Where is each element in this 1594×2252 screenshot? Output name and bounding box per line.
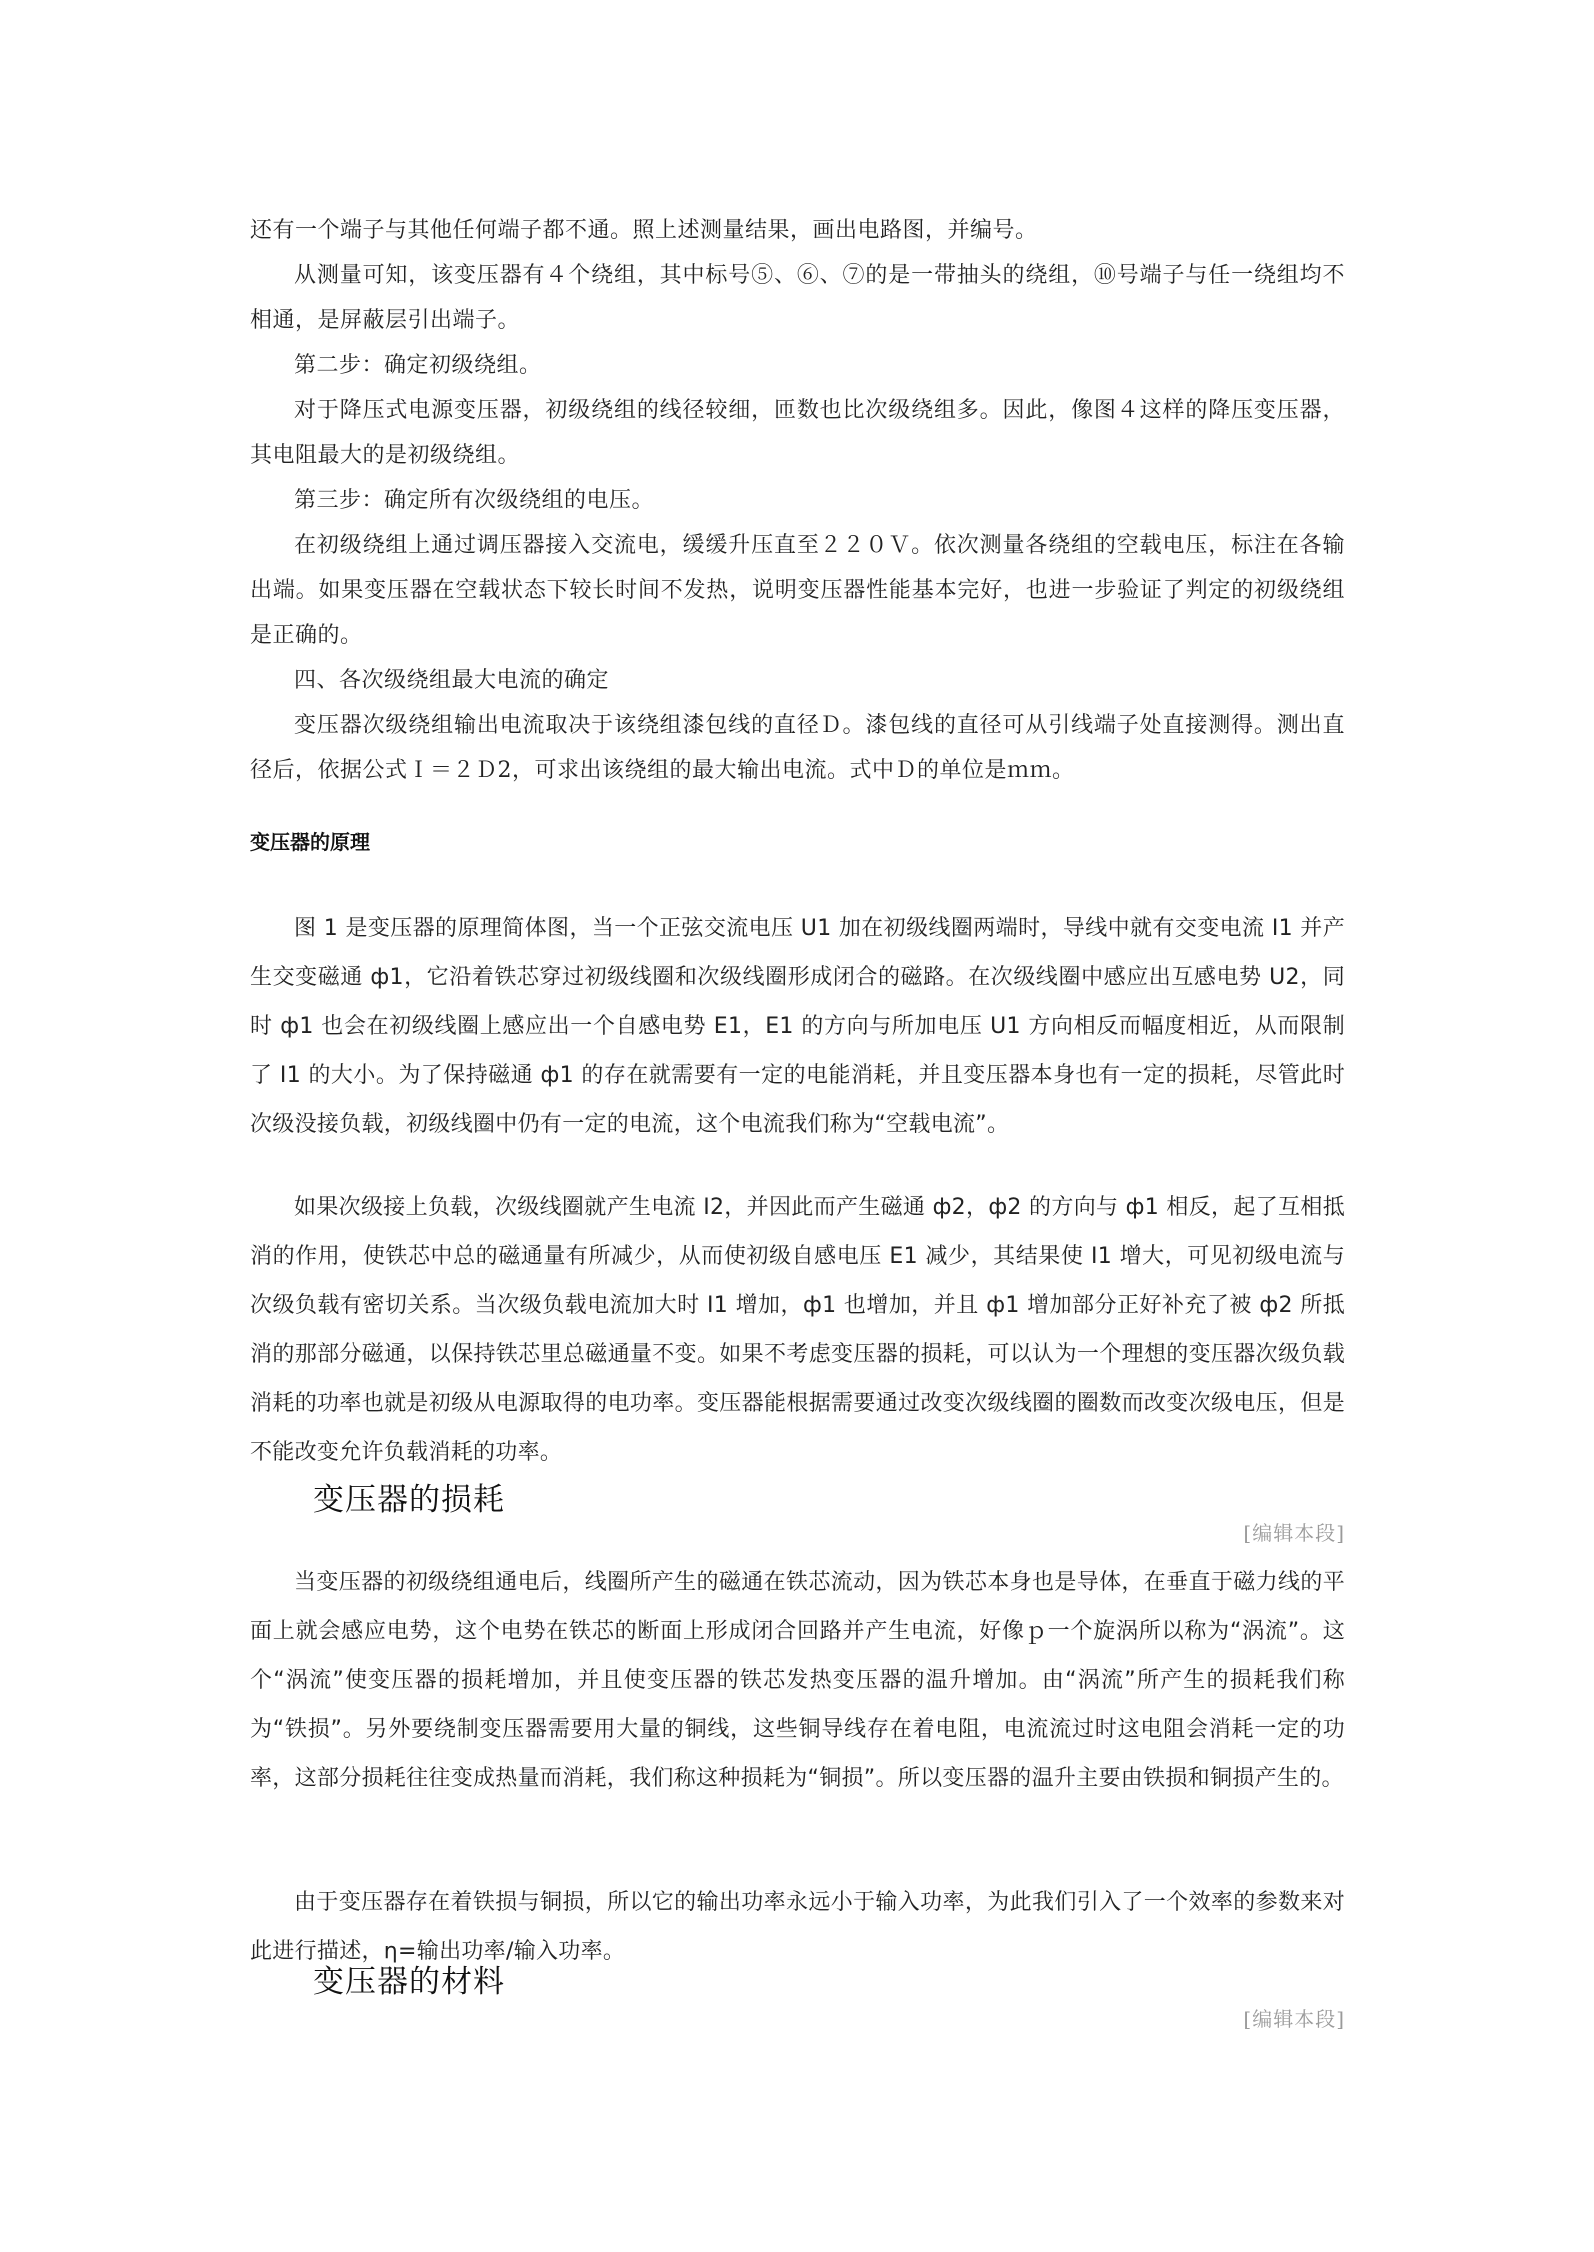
materials-heading: 变压器的材料 — [313, 1964, 505, 2000]
materials-heading-wrap — [313, 1956, 1408, 2001]
principle-heading: 变压器的原理 — [250, 830, 370, 854]
intro-paragraph-6: 在初级绕组上通过调压器接入交流电，缓缓升压直至２２０Ｖ。依次测量各绕组的空载电压，标注在各输出端。如果变压器在空载状态下较长时间不发热，说明变压器性能基本完好，也进一步验证了判定的初级绕组是正确的。 — [250, 533, 1345, 648]
losses-edit-link[interactable]: [编辑本段] — [1243, 1521, 1345, 1545]
principle-paragraph-1: 图 1 是变压器的原理简体图，当一个正弦交流电压 U1 加在初级线圈两端时，导线中就有交变电流 I1 并产生交变磁通 ф1，它沿着铁芯穿过初级线圈和次级线圈形成闭合的磁路。在次级线圈中感应出互感电势 U2，同时 ф1 也会在初级线圈上感应出一个自感电势 E1，E1 的方向与所加电压 U1 方向相反而幅度相近，从而限制了 I1 的大小。为了保持磁通 ф1 的存在就需要有一定的电能消耗，并且变压器本身也有一定的损耗，尽管此时次级没接负载，初级线圈中仍有一定的电流，这个电流我们称为“空载电流”。 — [250, 916, 1345, 1137]
principle-heading-wrap — [250, 826, 1345, 855]
intro-paragraph-2: 从测量可知，该变压器有４个绕组，其中标号⑤、⑥、⑦的是一带抽头的绕组，⑩号端子与任一绕组均不相通，是屏蔽层引出端子。 — [250, 263, 1345, 333]
step-three-heading: 第三步：确定所有次级绕组的电压。 — [294, 488, 655, 513]
losses-paragraph-2: 由于变压器存在着铁损与铜损，所以它的输出功率永远小于输入功率，为此我们引入了一个效率的参数来对此进行描述，η=输出功率/输入功率。 — [250, 1890, 1345, 1964]
losses-heading: 变压器的损耗 — [313, 1482, 505, 1518]
principle-paragraph-2: 如果次级接上负载，次级线圈就产生电流 I2，并因此而产生磁通 ф2，ф2 的方向与 ф1 相反，起了互相抵消的作用，使铁芯中总的磁通量有所减少，从而使初级自感电压 E1 减少，其结果使 I1 增大，可见初级电流与次级负载有密切关系。当次级负载电流加大时 I1 增加，ф1 也增加，并且 ф1 增加部分正好补充了被 ф2 所抵消的那部分磁通，以保持铁芯里总磁通量不变。如果不考虑变压器的损耗，可以认为一个理想的变压器次级负载消耗的功率也就是初级从电源取得的电功率。变压器能根据需要通过改变次级线圈的圈数而改变次级电压，但是不能改变允许负载消耗的功率。 — [250, 1195, 1345, 1465]
principle-paragraph-1-wrap — [250, 904, 1345, 1149]
materials-edit-link[interactable]: [编辑本段] — [1243, 2007, 1345, 2031]
section-four-heading: 四、各次级绕组最大电流的确定 — [294, 668, 610, 693]
principle-paragraph-2-wrap — [250, 1183, 1345, 1477]
intro-paragraph-8: 变压器次级绕组输出电流取决于该绕组漆包线的直径Ｄ。漆包线的直径可从引线端子处直接测得。测出直径后，依据公式Ｉ＝２Ｄ2，可求出该绕组的最大输出电流。式中Ｄ的单位是ｍｍ。 — [250, 713, 1345, 783]
step-two-heading: 第二步：确定初级绕组。 — [294, 353, 542, 378]
intro-section — [250, 208, 1345, 793]
losses-paragraph-1: 当变压器的初级绕组通电后，线圈所产生的磁通在铁芯流动，因为铁芯本身也是导体，在垂直于磁力线的平面上就会感应电势，这个电势在铁芯的断面上形成闭合回路并产生电流，好像ｐ一个旋涡所以称为“涡流”。这个“涡流”使变压器的损耗增加，并且使变压器的铁芯发热变压器的温升增加。由“涡流”所产生的损耗我们称为“铁损”。另外要绕制变压器需要用大量的铜线，这些铜导线存在着电阻，电流流过时这电阻会消耗一定的功率，这部分损耗往往变成热量而消耗，我们称这种损耗为“铜损”。所以变压器的温升主要由铁损和铜损产生的。 — [250, 1570, 1345, 1791]
intro-paragraph-1: 还有一个端子与其他任何端子都不通。照上述测量结果，画出电路图，并编号。 — [250, 218, 1038, 243]
intro-paragraph-4: 对于降压式电源变压器，初级绕组的线径较细，匝数也比次级绕组多。因此，像图４这样的降压变压器，其电阻最大的是初级绕组。 — [250, 398, 1345, 468]
losses-heading-wrap — [313, 1474, 1408, 1519]
losses-paragraph-1-wrap — [250, 1558, 1345, 1803]
